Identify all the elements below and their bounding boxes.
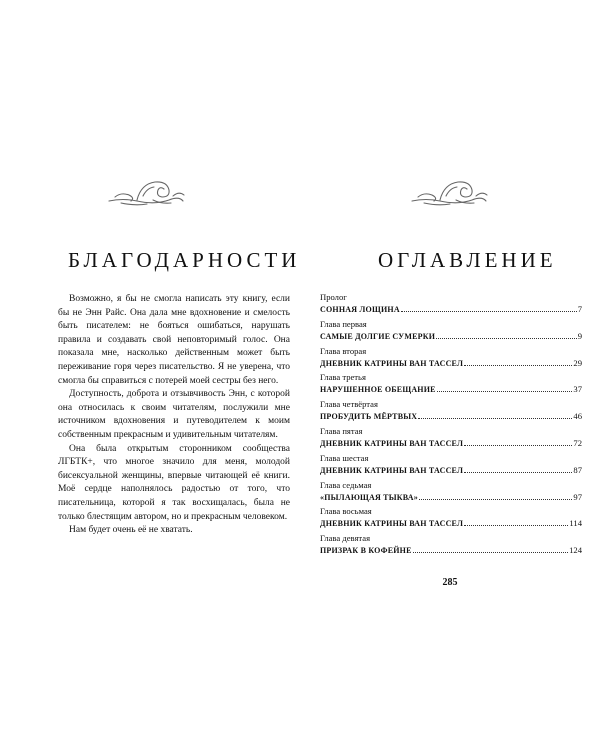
toc-chapter-label: Глава первая bbox=[320, 318, 367, 329]
contents-title: ОГЛАВЛЕНИЕ bbox=[378, 248, 557, 272]
acknowledgements-text bbox=[58, 293, 290, 538]
toc-entry[interactable] bbox=[320, 505, 582, 532]
toc-chapter-title: ПРИЗРАК В КОФЕЙНЕ bbox=[320, 546, 412, 556]
dot-leader bbox=[418, 418, 572, 419]
toc-page-number: 114 bbox=[569, 518, 582, 529]
toc-chapter-label: Глава третья bbox=[320, 372, 366, 383]
toc-chapter-title: ДНЕВНИК КАТРИНЫ ВАН ТАССЕЛ bbox=[320, 438, 464, 448]
toc-entry[interactable] bbox=[320, 532, 582, 559]
paragraph: Нам будет очень её не хватать. bbox=[69, 525, 193, 536]
flourish-ornament-icon bbox=[107, 170, 187, 210]
dot-leader bbox=[437, 391, 573, 392]
dot-leader bbox=[464, 472, 572, 473]
toc-entry[interactable] bbox=[320, 318, 582, 345]
toc-chapter-title: ДНЕВНИК КАТРИНЫ ВАН ТАССЕЛ bbox=[320, 519, 464, 529]
toc-entry[interactable] bbox=[320, 425, 582, 452]
dot-leader bbox=[464, 365, 572, 366]
toc-page-number: 7 bbox=[577, 304, 582, 314]
toc-chapter-label: Глава шестая bbox=[320, 452, 369, 463]
toc-chapter-label: Глава четвёртая bbox=[320, 399, 378, 410]
toc-chapter-label: Глава седьмая bbox=[320, 479, 372, 490]
dot-leader bbox=[464, 525, 568, 526]
dot-leader bbox=[401, 311, 577, 312]
dot-leader bbox=[413, 552, 568, 553]
flourish-ornament-icon bbox=[410, 170, 490, 210]
toc-page-number: 97 bbox=[573, 491, 582, 502]
toc-page-number: 37 bbox=[573, 384, 582, 395]
toc-page-number: 124 bbox=[569, 545, 582, 556]
toc-chapter-title: САМЫЕ ДОЛГИЕ СУМЕРКИ bbox=[320, 331, 436, 341]
toc-entry[interactable] bbox=[320, 479, 582, 506]
toc-chapter-title: СОННАЯ ЛОЩИНА bbox=[320, 305, 400, 314]
toc-chapter-label: Глава вторая bbox=[320, 345, 367, 356]
contents-list bbox=[320, 291, 582, 559]
toc-chapter-title: НАРУШЕННОЕ ОБЕЩАНИЕ bbox=[320, 385, 436, 395]
toc-page-number: 87 bbox=[573, 464, 582, 475]
toc-chapter-title: «ПЫЛАЮЩАЯ ТЫКВА» bbox=[320, 492, 418, 502]
paragraph: Доступность, доброта и отзывчивость Энн, с которой она относилась к своим читателям, послужили мне источником вдохновения и путеводителем к моим собственным прекрасным и удивительным читателям. bbox=[58, 389, 290, 440]
toc-page-number: 9 bbox=[577, 330, 582, 341]
toc-chapter-label: Глава восьмая bbox=[320, 506, 372, 517]
page-number: 285 bbox=[442, 577, 458, 588]
toc-chapter-title: ДНЕВНИК КАТРИНЫ ВАН ТАССЕЛ bbox=[320, 358, 464, 368]
paragraph: Она была открытым сторонником сообщества ЛГБТК+, что многое значило для меня, молодой бисексуальной женщины, впервые читающей её книги. Моё сердце наполнялось радостью от того, что писательница, которой я так восхищалась, была не только блестящим автором, но и прекрасным человеком. bbox=[58, 443, 290, 522]
toc-entry[interactable] bbox=[320, 345, 582, 372]
toc-chapter-label: Глава девятая bbox=[320, 533, 371, 544]
toc-entry[interactable] bbox=[320, 291, 582, 318]
contents-page bbox=[300, 0, 600, 750]
toc-entry[interactable] bbox=[320, 452, 582, 479]
toc-page-number: 72 bbox=[573, 437, 582, 448]
toc-chapter-title: ПРОБУДИТЬ МЁРТВЫХ bbox=[320, 412, 418, 422]
acknowledgements-title: БЛАГОДАРНОСТИ bbox=[68, 248, 301, 272]
dot-leader bbox=[464, 445, 572, 446]
toc-entry[interactable] bbox=[320, 371, 582, 398]
toc-page-number: 46 bbox=[573, 411, 582, 422]
toc-chapter-title: ДНЕВНИК КАТРИНЫ ВАН ТАССЕЛ bbox=[320, 465, 464, 475]
paragraph: Возможно, я бы не смогла написать эту книгу, если бы не Энн Райс. Она дала мне вдохновение и смелость быть писателем: не бояться ошибаться, нарушать правила и создавать свой неповторимый голос. Она показала мне, насколько действенным может быть переживание горя через писательство. Я не уверена, что смогла бы справиться с потерей моей сестры без него. bbox=[58, 294, 290, 386]
toc-page-number: 29 bbox=[573, 357, 582, 368]
toc-chapter-label: Пролог bbox=[320, 292, 347, 302]
dot-leader bbox=[436, 338, 577, 339]
toc-chapter-label: Глава пятая bbox=[320, 425, 363, 436]
dot-leader bbox=[419, 499, 572, 500]
toc-entry[interactable] bbox=[320, 398, 582, 425]
